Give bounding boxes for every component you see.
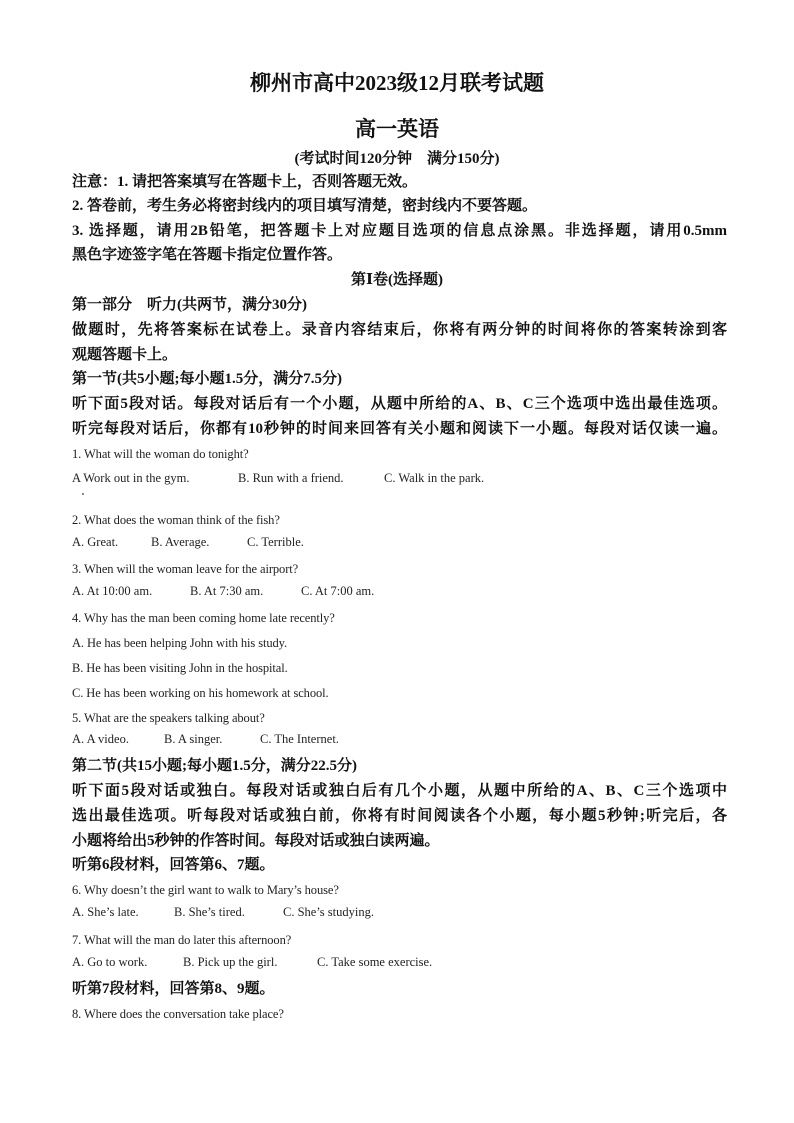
section1-title: 第一节(共5小题;每小题1.5分，满分7.5分) <box>72 371 342 387</box>
option-b: B. At 7:30 am. <box>190 584 264 598</box>
option-a: A. Go to work. <box>72 955 148 969</box>
question-4: 4. Why has the man been coming home late recently? <box>72 611 335 625</box>
question-4-option-a: A. He has been helping John with his study. <box>72 636 288 650</box>
option-c: C. Take some exercise. <box>317 955 433 969</box>
material-7-heading: 听第7段材料，回答第8、9题。 <box>72 981 275 997</box>
option-c: C. She’s studying. <box>283 905 374 919</box>
exam-info: (考试时间120分钟 满分150分) <box>294 151 500 167</box>
option-b: B. A singer. <box>164 732 223 746</box>
section1-instructions: 听下面5段对话。每段对话后有一个小题，从题中所给的A、B、C三个选项中选出最佳选项。 <box>72 396 727 412</box>
option-c: C. The Internet. <box>260 732 339 746</box>
section2-instructions-cont: 选出最佳选项。听每段对话或独白前，你将有时间阅读各个小题，每小题5秒钟;听完后，各 <box>72 808 727 824</box>
option-c: C. Walk in the park. <box>384 471 485 485</box>
option-a: A Work out in the gym. <box>72 471 190 485</box>
option-a: A. At 10:00 am. <box>72 584 153 598</box>
part1-instructions-cont: 观题答题卡上。 <box>72 347 178 363</box>
question-6: 6. Why doesn’t the girl want to walk to Mary’s house? <box>72 883 339 897</box>
option-c: C. At 7:00 am. <box>301 584 375 598</box>
option-b: B. Average. <box>151 535 210 549</box>
question-7: 7. What will the man do later this afternoon? <box>72 933 292 947</box>
option-a: A. She’s late. <box>72 905 139 919</box>
question-4-option-c: C. He has been working on his homework at school. <box>72 686 329 700</box>
part1-title: 第一部分 听力(共两节，满分30分) <box>72 297 307 313</box>
option-b: B. She’s tired. <box>174 905 245 919</box>
note-line-3: 3. 选择题，请用2B铅笔，把答题卡上对应题目选项的信息点涂黑。非选择题，请用0.5mm <box>72 223 727 239</box>
volume-title: 第Ⅰ卷(选择题) <box>350 272 443 288</box>
note-line-1: 注意：1. 请把答案填写在答题卡上，否则答题无效。 <box>72 174 418 190</box>
option-a: A. Great. <box>72 535 119 549</box>
stray-mark <box>82 493 84 495</box>
note-line-3-cont: 黑色字迹签字笔在答题卡指定位置作答。 <box>72 247 343 263</box>
option-b: B. Pick up the girl. <box>183 955 278 969</box>
question-1: 1. What will the woman do tonight? <box>72 447 249 461</box>
material-6-heading: 听第6段材料，回答第6、7题。 <box>72 857 275 873</box>
exam-title: 柳州市高中2023级12月联考试题 <box>250 71 544 95</box>
question-2: 2. What does the woman think of the fish? <box>72 513 280 527</box>
note-line-2: 2. 答卷前，考生务必将密封线内的项目填写清楚，密封线内不要答题。 <box>72 198 538 214</box>
subject-title: 高一英语 <box>355 117 439 141</box>
option-b: B. Run with a friend. <box>238 471 344 485</box>
option-a: A. A video. <box>72 732 129 746</box>
part1-instructions: 做题时，先将答案标在试卷上。录音内容结束后，你将有两分钟的时间将你的答案转涂到客 <box>72 322 727 338</box>
question-5: 5. What are the speakers talking about? <box>72 711 265 725</box>
section2-instructions: 听下面5段对话或独白。每段对话或独白后有几个小题，从题中所给的A、B、C三个选项中 <box>72 783 727 799</box>
question-3: 3. When will the woman leave for the airport? <box>72 562 299 576</box>
section2-instructions-end: 小题将给出5秒钟的作答时间。每段对话或独白读两遍。 <box>72 833 440 849</box>
question-4-option-b: B. He has been visiting John in the hospital. <box>72 661 288 675</box>
question-8: 8. Where does the conversation take place? <box>72 1007 284 1021</box>
section2-title: 第二节(共15小题;每小题1.5分，满分22.5分) <box>72 758 357 774</box>
option-c: C. Terrible. <box>247 535 304 549</box>
section1-instructions-cont: 听完每段对话后，你都有10秒钟的时间来回答有关小题和阅读下一小题。每段对话仅读一遍。 <box>72 421 727 437</box>
